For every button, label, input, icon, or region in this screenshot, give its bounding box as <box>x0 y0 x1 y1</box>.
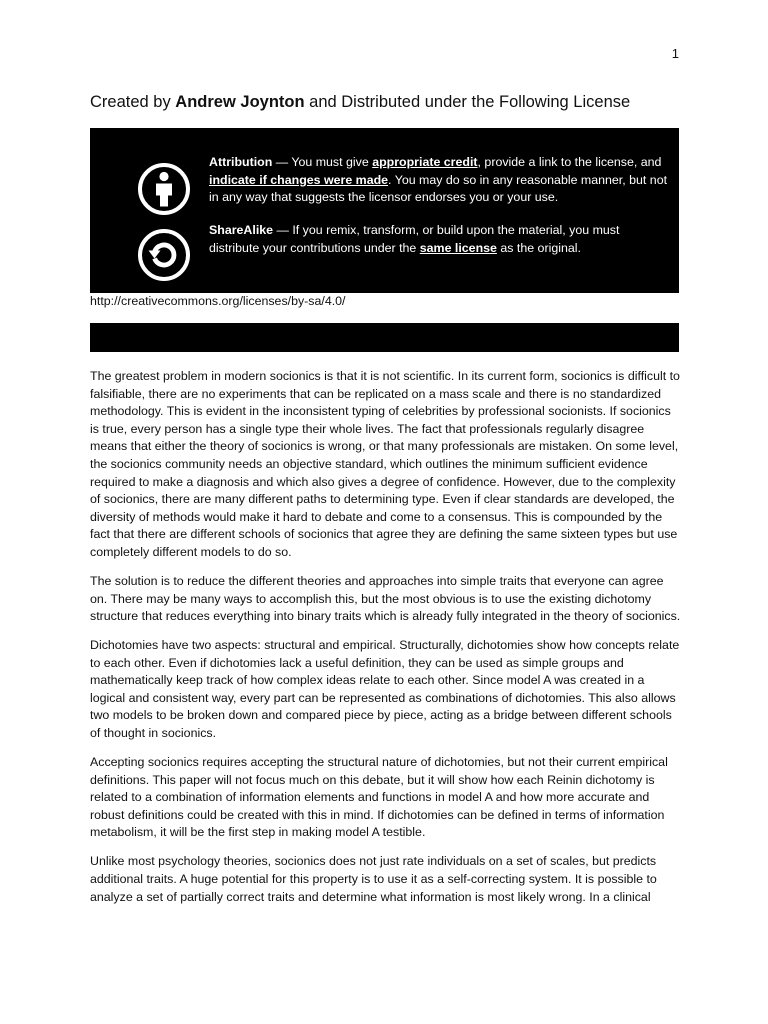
attribution-person-icon <box>137 162 191 216</box>
sharealike-icon <box>137 228 191 282</box>
attribution-text-part: , provide a link to the license, and <box>477 155 662 169</box>
indicate-changes-link[interactable]: indicate if changes were made <box>209 172 389 187</box>
title-prefix: Created by <box>90 93 176 111</box>
paragraph: The greatest problem in modern socionics is that it is not scientific. In its current form, socionics is difficult to falsifiable, there are no experiments that can be replicated on a mass scale and there is no standardized methodology. This is evident in the inconsistent typing of celebrities by professional socionists. If socionics is true, every person has a single type their whole lives. The fact that professionals regularly disagree means that either the theory of socionics is wrong, or that many professionals are mistaken. On some level, the socionics community needs an objective standard, which outlines the minimum sufficient evidence required to make a diagnosis and which also gives a degree of confidence. However, due to the complexity of socionics, there are many different paths to determining type. Even if clear standards are developed, the diversity of methods would make it hard to debate and come to a consensus. This is compounded by the fact that there are different schools of socionics that agree they are defining the same sixteen types but use completely different models to do so. <box>90 369 680 559</box>
title-suffix: and Distributed under the Following License <box>304 93 631 111</box>
paragraph: Unlike most psychology theories, socionics does not just rate individuals on a set of scales, but predicts additional traits. A huge potential for this property is to use it as a self-correcting system. It is possible to analyze a set of partially correct traits and determine what information is most likely wrong. In a clinical <box>90 854 657 904</box>
attribution-heading: Attribution <box>209 155 273 169</box>
paragraph: Accepting socionics requires accepting the structural nature of dichotomies, but not their current empirical definitions. This paper will not focus much on this debate, but it will show how each Reinin dichotomy is related to a combination of information elements and functions in model A and how more accurate and robust definitions could be created with this in mind. If dichotomies can be defined in terms of information metabolism, it will be the first step in making model A testible. <box>90 755 668 840</box>
page-number: 1 <box>671 46 679 61</box>
sharealike-text <box>209 222 671 257</box>
document-title <box>90 93 680 112</box>
sharealike-text-part: as the original. <box>496 240 581 255</box>
attribution-text <box>209 154 671 207</box>
title-author: Andrew Joynton <box>175 93 305 111</box>
paragraph: The solution is to reduce the different theories and approaches into simple traits that everyone can agree on. There may be many ways to accomplish this, but the most obvious is to use the existing dichotomy structure that reduces everything into binary traits which is already fully integrated in the theory of socionics. <box>90 573 681 624</box>
attribution-text-part: — You must give <box>272 155 373 169</box>
body-text <box>90 368 682 918</box>
attribution-text-part: . You may do so in any reasonable manner, but not in any way that suggests the licensor endorses you or your use. <box>209 172 668 205</box>
paragraph: Dichotomies have two aspects: structural and empirical. Structurally, dichotomies show how concepts relate to each other. Even if dichotomies lack a useful definition, they can be used as simple groups and mathematically keep track of how complex ideas relate to each other. Since model A was created in a logical and consistent way, every part can be represented as combinations of dichotomies. This also allows two models to be broken down and compared piece by piece, acting as a bridge between different schools of thought in socionics. <box>90 638 680 741</box>
black-divider-bar <box>90 323 679 352</box>
license-url[interactable]: http://creativecommons.org/licenses/by-sa/4.0/ <box>90 294 346 308</box>
appropriate-credit-link[interactable]: appropriate credit <box>372 155 478 169</box>
license-box <box>90 128 679 293</box>
sharealike-text-part: — If you remix, transform, or build upon the material, you must distribute your contributions under the <box>209 223 620 255</box>
same-license-link[interactable]: same license <box>419 240 497 255</box>
sharealike-heading: ShareAlike <box>209 223 274 237</box>
